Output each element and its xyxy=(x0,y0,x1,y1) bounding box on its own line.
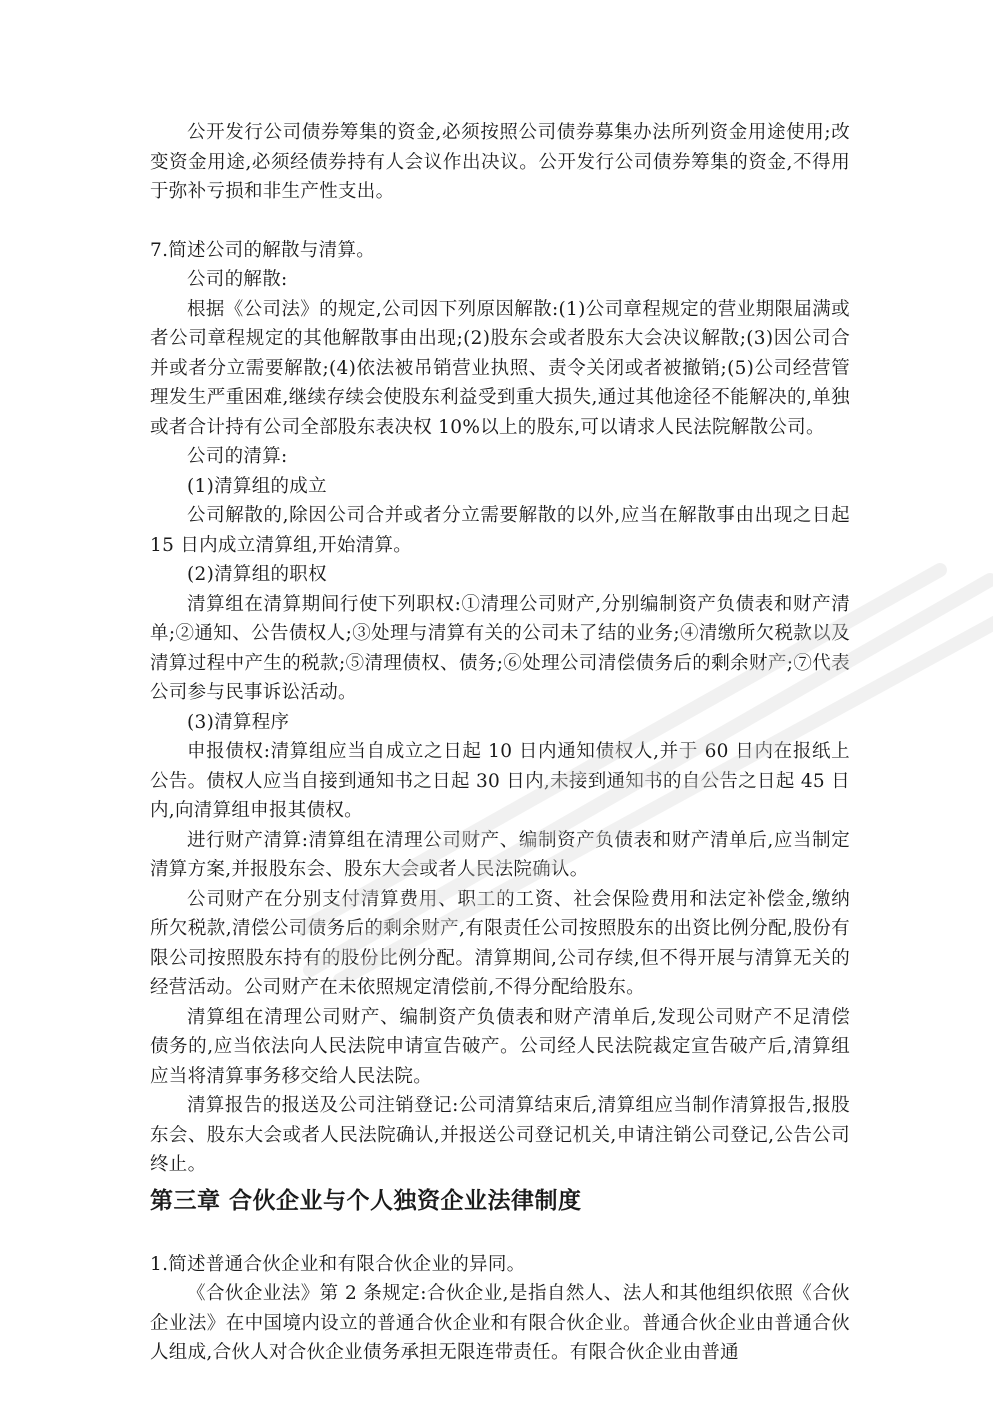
paragraph-bond-funds: 公开发行公司债券筹集的资金,必须按照公司债券募集办法所列资金用途使用;改变资金用途,必须经债券持有人会议作出决议。公开发行公司债券筹集的资金,不得用于弥补亏损和非生产性支出。 xyxy=(150,122,850,202)
liquidation-heading: 公司的清算: xyxy=(187,446,288,467)
item3-distribution: 公司财产在分别支付清算费用、职工的工资、社会保险费用和法定补偿金,缴纳所欠税款,清偿公司债务后的剩余财产,有限责任公司按照股东的出资比例分配,股份有限公司按照股东持有的股份比例分配。清算期间,公司存续,但不得开展与清算无关的经营活动。公司财产在未依照规定清偿前,不得分配给股东。 xyxy=(150,888,850,998)
spacer xyxy=(150,207,850,236)
spacer xyxy=(150,1216,850,1250)
item3-report: 清算报告的报送及公司注销登记:公司清算结束后,清算组应当制作清算报告,报股东会、股东大会或者人民法院确认,并报送公司登记机关,申请注销公司登记,公告公司终止。 xyxy=(150,1095,850,1175)
partnership-body: 《合伙企业法》第 2 条规定:合伙企业,是指自然人、法人和其他组织依照《合伙企业法》在中国境内设立的普通合伙企业和有限合伙企业。普通合伙企业由普通合伙人组成,合伙人对合伙企业债务承担无限连带责任。有限合伙企业由普通 xyxy=(150,1283,850,1363)
text-column xyxy=(150,118,850,1368)
item2-body: 清算组在清算期间行使下列职权:①清理公司财产,分别编制资产负债表和财产清单;②通知、公告债权人;③处理与清算有关的公司未了结的业务;④清缴所欠税款以及清算过程中产生的税款;⑤清理债权、债务;⑥处理公司清偿债务后的剩余财产;⑦代表公司参与民事诉讼活动。 xyxy=(150,593,850,703)
item1-body: 公司解散的,除因公司合并或者分立需要解散的以外,应当在解散事由出现之日起 15 日内成立清算组,开始清算。 xyxy=(150,505,850,556)
item3-claims: 申报债权:清算组应当自成立之日起 10 日内通知债权人,并于 60 日内在报纸上公告。债权人应当自接到通知书之日起 30 日内,未接到通知书的自公告之日起 45 日内,向清算组申报其债权。 xyxy=(150,741,850,821)
item3-property-liquidation: 进行财产清算:清算组在清理公司财产、编制资产负债表和财产清单后,应当制定清算方案,并报股东会、股东大会或者人民法院确认。 xyxy=(150,829,850,880)
question-1: 1.简述普通合伙企业和有限合伙企业的异同。 xyxy=(150,1253,526,1275)
item3-heading: (3)清算程序 xyxy=(187,711,290,733)
dissolution-heading: 公司的解散: xyxy=(187,269,288,290)
item1-heading: (1)清算组的成立 xyxy=(187,475,327,497)
item3-bankruptcy: 清算组在清理公司财产、编制资产负债表和财产清单后,发现公司财产不足清偿债务的,应当依法向人民法院申请宣告破产。公司经人民法院裁定宣告破产后,清算组应当将清算事务移交给人民法院。 xyxy=(150,1006,850,1087)
item2-heading: (2)清算组的职权 xyxy=(187,564,327,585)
chapter-3-title: 第三章 合伙企业与个人独资企业法律制度 xyxy=(150,1186,582,1214)
question-7: 7.简述公司的解散与清算。 xyxy=(150,239,376,261)
dissolution-body: 根据《公司法》的规定,公司因下列原因解散:(1)公司章程规定的营业期限届满或者公司章程规定的其他解散事由出现;(2)股东会或者股东大会决议解散;(3)因公司合并或者分立需要解散;(4)依法被吊销营业执照、责令关闭或者被撤销;(5)公司经营管理发生严重困难,继续存续会使股东利益受到重大损失,通过其他途径不能解决的,单独或者合计持有公司全部股东表决权 10%以上的股东,可以请求人民法院解散公司。 xyxy=(150,298,850,438)
